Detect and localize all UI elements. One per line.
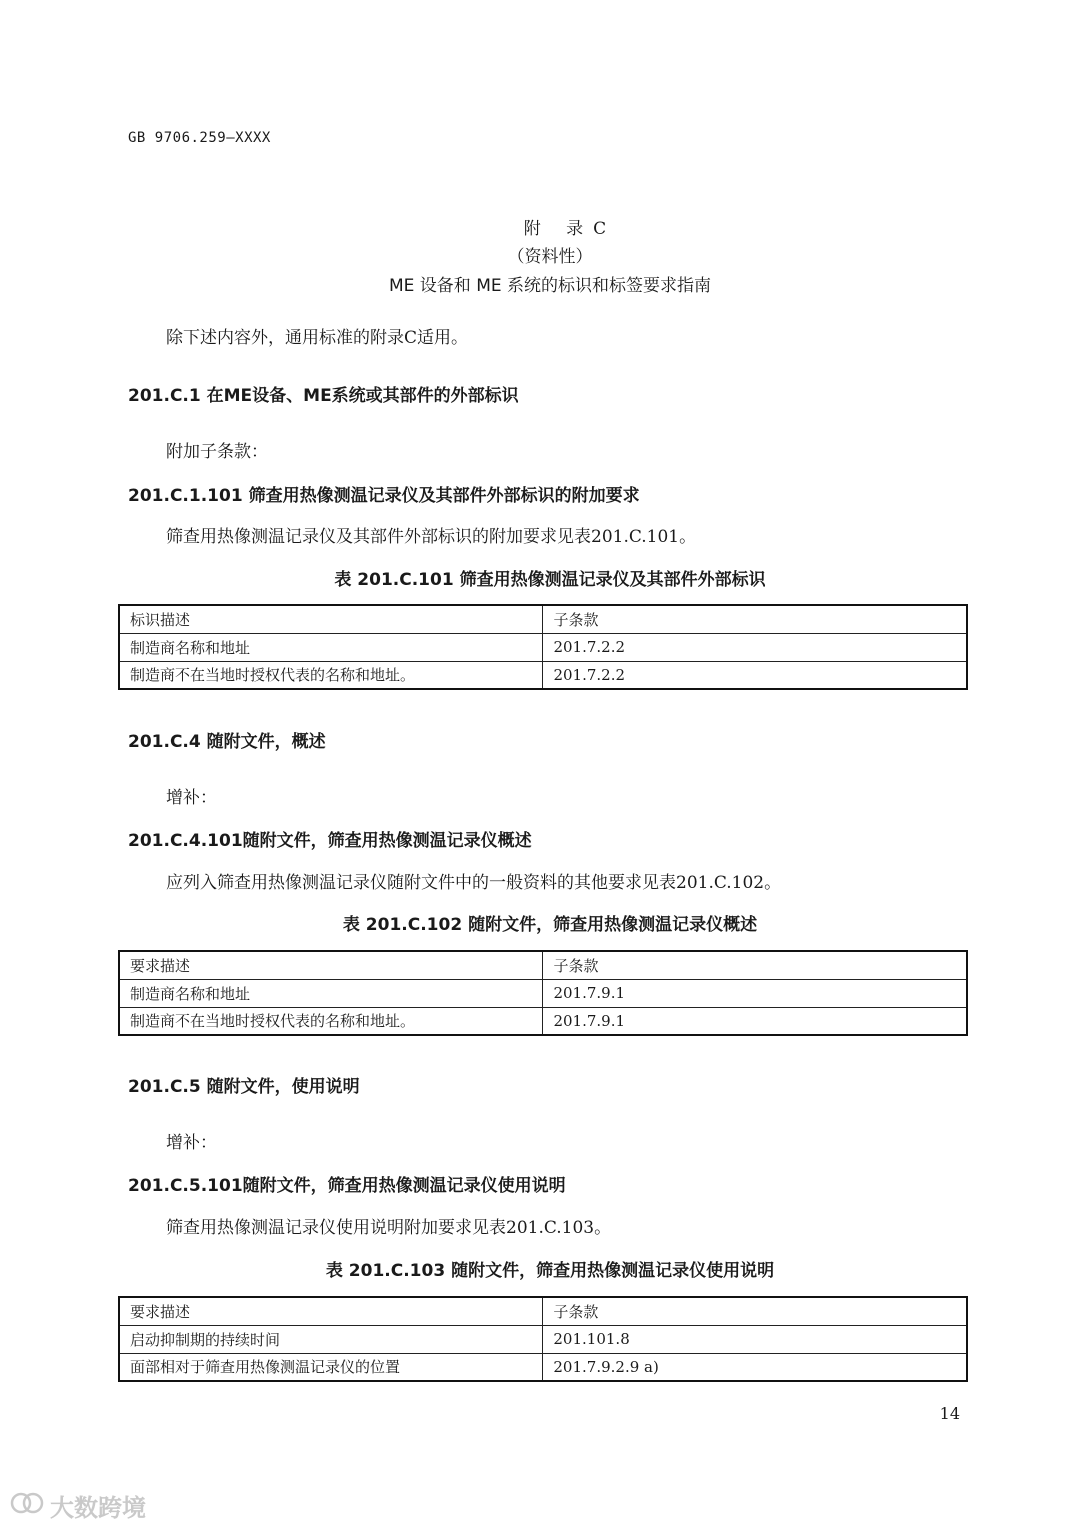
table-header-row	[119, 951, 967, 979]
table-header-cell: 要求描述	[119, 1297, 543, 1325]
table-header-row	[119, 605, 967, 633]
table-c102	[118, 950, 968, 1036]
table-cell: 制造商不在当地时授权代表的名称和地址。	[119, 661, 543, 689]
section-heading-c4: 201.C.4 随附文件，概述	[128, 732, 326, 752]
table-cell: 启动抑制期的持续时间	[119, 1325, 543, 1353]
page-number: 14	[939, 1404, 960, 1423]
table-cell: 201.7.9.1	[543, 1007, 967, 1035]
table-row	[119, 979, 967, 1007]
document-code: GB 9706.259—XXXX	[128, 130, 271, 146]
table-row	[119, 633, 967, 661]
table-cell: 201.7.9.2.9 a)	[543, 1353, 967, 1381]
table-caption-c103: 表 201.C.103 随附文件，筛查用热像测温记录仪使用说明	[325, 1261, 775, 1281]
table-header-cell: 子条款	[543, 605, 967, 633]
table-header-cell: 要求描述	[119, 951, 543, 979]
table-row	[119, 1325, 967, 1353]
appendix-nature: （资料性）	[507, 247, 593, 267]
subsection-heading-c5-101: 201.C.5.101随附文件，筛查用热像测温记录仪使用说明	[128, 1176, 566, 1196]
table-header-cell: 标识描述	[119, 605, 543, 633]
watermark-logo-icon	[10, 1490, 44, 1522]
table-row	[119, 1353, 967, 1381]
table-cell: 面部相对于筛查用热像测温记录仪的位置	[119, 1353, 543, 1381]
table-caption-c101: 表 201.C.101 筛查用热像测温记录仪及其部件外部标识	[334, 570, 766, 590]
appendix-title: 附 录C	[523, 219, 617, 239]
table-c103	[118, 1296, 968, 1382]
table-c101	[118, 604, 968, 690]
table-cell: 201.7.2.2	[543, 661, 967, 689]
section-heading-c5: 201.C.5 随附文件，使用说明	[128, 1077, 360, 1097]
table-cell: 制造商名称和地址	[119, 979, 543, 1007]
watermark	[10, 1488, 146, 1523]
section-note-c1: 附加子条款：	[166, 442, 268, 462]
section-text-c1: 筛查用热像测温记录仪及其部件外部标识的附加要求见表201.C.101。	[166, 527, 697, 547]
intro-paragraph: 除下述内容外，通用标准的附录C适用。	[166, 328, 469, 348]
subsection-heading-c1-101: 201.C.1.101 筛查用热像测温记录仪及其部件外部标识的附加要求	[128, 486, 640, 506]
section-text-c4: 应列入筛查用热像测温记录仪随附文件中的一般资料的其他要求见表201.C.102。	[166, 873, 782, 893]
section-note-c4: 增补：	[166, 788, 217, 808]
section-text-c5: 筛查用热像测温记录仪使用说明附加要求见表201.C.103。	[166, 1218, 612, 1238]
appendix-subject: ME 设备和 ME 系统的标识和标签要求指南	[388, 276, 712, 296]
table-header-row	[119, 1297, 967, 1325]
table-cell: 制造商不在当地时授权代表的名称和地址。	[119, 1007, 543, 1035]
watermark-text: 大数跨境	[50, 1494, 146, 1522]
table-cell: 201.7.9.1	[543, 979, 967, 1007]
table-caption-c102: 表 201.C.102 随附文件，筛查用热像测温记录仪概述	[342, 915, 758, 935]
table-row	[119, 1007, 967, 1035]
subsection-heading-c4-101: 201.C.4.101随附文件，筛查用热像测温记录仪概述	[128, 831, 532, 851]
section-note-c5: 增补：	[166, 1133, 217, 1153]
table-cell: 201.7.2.2	[543, 633, 967, 661]
section-heading-c1: 201.C.1 在ME设备、ME系统或其部件的外部标识	[128, 386, 519, 406]
table-row	[119, 661, 967, 689]
table-header-cell: 子条款	[543, 1297, 967, 1325]
table-cell: 201.101.8	[543, 1325, 967, 1353]
table-header-cell: 子条款	[543, 951, 967, 979]
table-cell: 制造商名称和地址	[119, 633, 543, 661]
